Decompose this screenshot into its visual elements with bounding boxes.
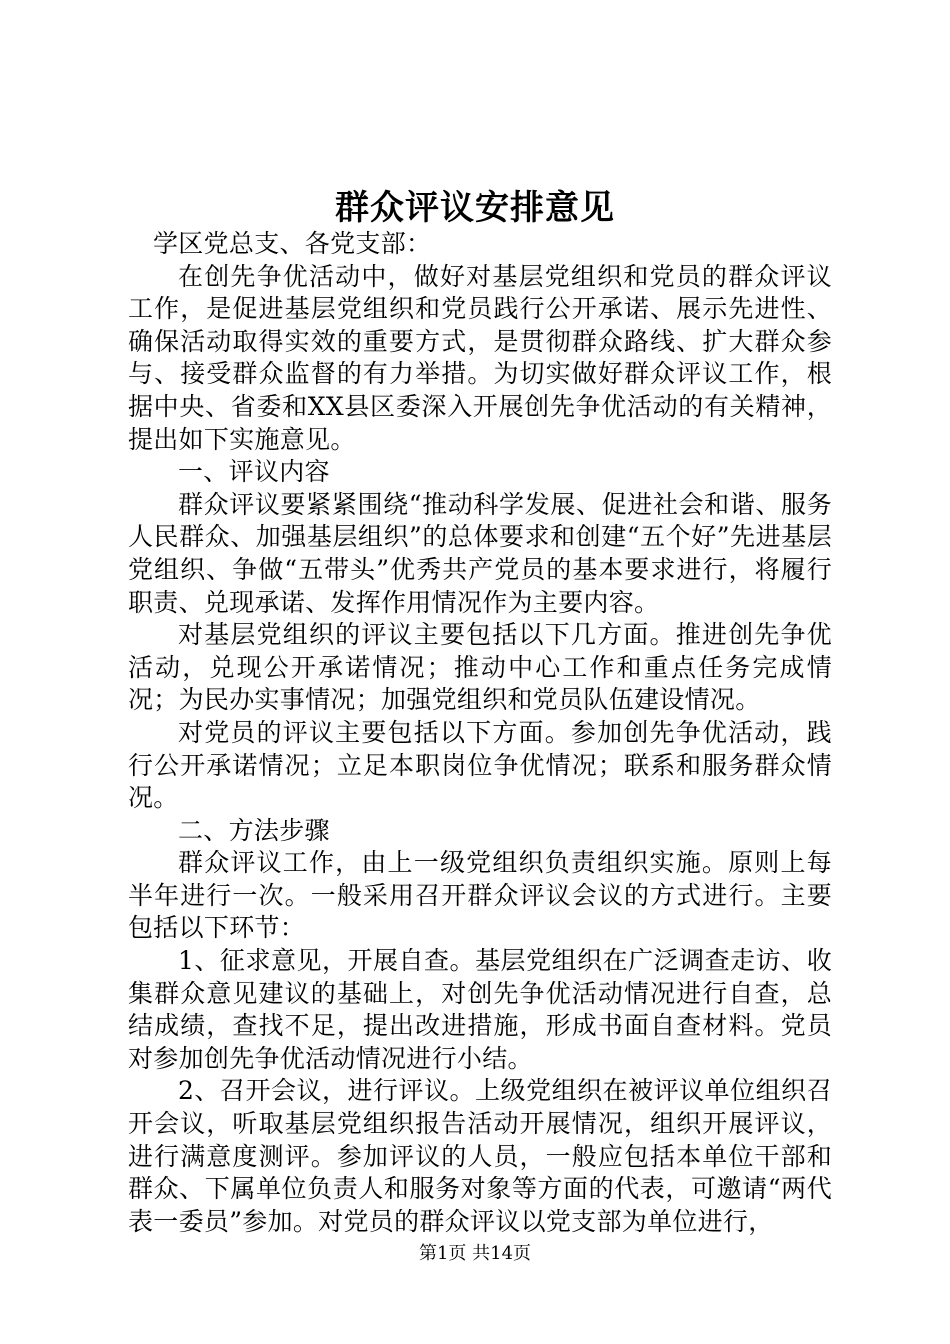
document-title: 群众评议安排意见 (335, 188, 615, 228)
page-number: 第1页 共14页 (418, 1243, 532, 1264)
member-evaluation-paragraph: 对党员的评议主要包括以下方面。参加创先争优活动，践行公开承诺情况；立足本职岗位争优情况；联系和服务群众情况。 (128, 717, 832, 813)
content-paragraph: 群众评议要紧紧围绕“推动科学发展、促进社会和谐、服务人民群众、加强基层组织”的总体要求和创建“五个好”先进基层党组织、争做“五带头”优秀共产党员的基本要求进行，将履行职责、兑现承诺、发挥作用情况作为主要内容。 (128, 489, 832, 617)
intro-paragraph: 在创先争优活动中，做好对基层党组织和党员的群众评议工作，是促进基层党组织和党员践行公开承诺、展示先进性、确保活动取得实效的重要方式，是贯彻群众路线、扩大群众参与、接受群众监督的有力举措。为切实做好群众评议工作，根据中央、省委和XX县区委深入开展创先争优活动的有关精神，提出如下实施意见。 (128, 261, 832, 454)
section-heading-method: 二、方法步骤 (178, 815, 330, 845)
step-one-paragraph: 1、征求意见，开展自查。基层党组织在广泛调查走访、收集群众意见建议的基础上，对创先争优活动情况进行自查，总结成绩，查找不足，提出改进措施，形成书面自查材料。党员对参加创先争优活动情况进行小结。 (128, 946, 832, 1073)
step-two-paragraph: 2、召开会议，进行评议。上级党组织在被评议单位组织召开会议，听取基层党组织报告活动开展情况，组织开展评议，进行满意度测评。参加评议的人员，一般应包括本单位干部和群众、下属单位负责人和服务对象等方面的代表，可邀请“两代表一委员”参加。对党员的群众评议以党支部为单位进行， (128, 1076, 832, 1236)
section-heading-content: 一、评议内容 (178, 457, 330, 487)
org-evaluation-paragraph: 对基层党组织的评议主要包括以下几方面。推进创先争优活动，兑现公开承诺情况；推动中心工作和重点任务完成情况；为民办实事情况；加强党组织和党员队伍建设情况。 (128, 620, 832, 715)
method-paragraph: 群众评议工作，由上一级党组织负责组织实施。原则上每半年进行一次。一般采用召开群众评议会议的方式进行。主要包括以下环节： (128, 848, 832, 943)
salutation: 学区党总支、各党支部： (153, 229, 432, 258)
document-body (128, 228, 832, 1238)
